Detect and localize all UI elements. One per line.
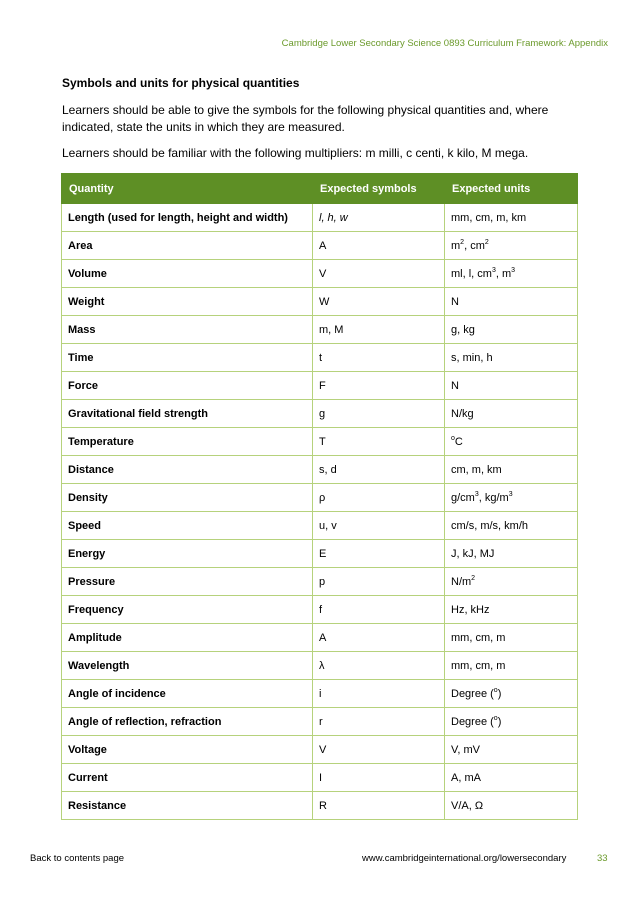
symbols-cell: u, v [313, 512, 445, 540]
unit-text: m [451, 239, 461, 252]
table-row [62, 568, 578, 596]
units-cell [445, 792, 578, 820]
units-cell [445, 288, 578, 316]
quantity-cell: Resistance [62, 792, 313, 820]
quantity-cell: Voltage [62, 736, 313, 764]
unit-text: Degree ( [451, 715, 494, 728]
unit-superscript: 3 [511, 266, 516, 274]
back-to-contents-link[interactable]: Back to contents page [30, 853, 125, 864]
website-url[interactable]: www.cambridgeinternational.org/lowersecondary [362, 853, 567, 864]
symbols-cell: A [313, 232, 445, 260]
table-row [62, 708, 578, 736]
quantity-cell: Weight [62, 288, 313, 316]
header-quantity: Quantity [62, 174, 313, 204]
units-cell [445, 624, 578, 652]
units-cell [445, 568, 578, 596]
table-row [62, 456, 578, 484]
symbols-cell: l, h, w [313, 204, 445, 232]
table-row [62, 764, 578, 792]
units-cell [445, 680, 578, 708]
quantity-cell: Speed [62, 512, 313, 540]
symbols-cell: g [313, 400, 445, 428]
running-head: Cambridge Lower Secondary Science 0893 Curriculum Framework: Appendix [281, 38, 608, 49]
units-cell [445, 204, 578, 232]
quantity-cell: Density [62, 484, 313, 512]
units-cell [445, 764, 578, 792]
table-row [62, 652, 578, 680]
table-row [62, 400, 578, 428]
unit-text: N/m [451, 575, 472, 588]
intro-paragraph: Learners should be able to give the symbols for the following physical quantities and, where indicated, state the units in which they are measured. [62, 103, 549, 134]
unit-text: Degree ( [451, 687, 494, 700]
quantity-cell: Force [62, 372, 313, 400]
unit-text: N [451, 295, 459, 308]
table-header-row [62, 174, 578, 204]
unit-text: mm, cm, m [451, 631, 506, 644]
unit-text: , kg/m [478, 491, 509, 504]
units-cell [445, 596, 578, 624]
symbols-cell: s, d [313, 456, 445, 484]
units-cell [445, 372, 578, 400]
quantity-cell: Volume [62, 260, 313, 288]
unit-text: mm, cm, m [451, 659, 506, 672]
units-cell [445, 652, 578, 680]
units-cell [445, 456, 578, 484]
unit-text: mm, cm, m, km [451, 211, 527, 224]
unit-text: ) [497, 715, 502, 728]
table-row [62, 540, 578, 568]
table-row [62, 204, 578, 232]
symbols-cell: r [313, 708, 445, 736]
symbols-cell: W [313, 288, 445, 316]
unit-text: N/kg [451, 407, 474, 420]
units-cell [445, 736, 578, 764]
table-row [62, 792, 578, 820]
unit-text: A, mA [451, 771, 481, 784]
table-row [62, 260, 578, 288]
table-row [62, 624, 578, 652]
unit-text: cm, m, km [451, 463, 502, 476]
quantity-cell: Mass [62, 316, 313, 344]
quantity-cell: Angle of reflection, refraction [62, 708, 313, 736]
unit-text: J, kJ, MJ [451, 547, 495, 560]
symbols-cell: p [313, 568, 445, 596]
symbols-cell: V [313, 736, 445, 764]
symbols-cell: f [313, 596, 445, 624]
unit-text: V, mV [451, 743, 480, 756]
table-row [62, 484, 578, 512]
unit-text: V/A, Ω [451, 799, 484, 812]
quantity-cell: Pressure [62, 568, 313, 596]
header-expected-symbols: Expected symbols [313, 174, 445, 204]
unit-superscript: 3 [491, 266, 496, 274]
quantity-cell: Energy [62, 540, 313, 568]
unit-superscript: 3 [508, 490, 513, 498]
unit-superscript: o [493, 686, 498, 694]
unit-text: g/cm [451, 491, 475, 504]
unit-text: , cm [464, 239, 485, 252]
table-row [62, 232, 578, 260]
page-number: 33 [597, 853, 608, 864]
unit-superscript: o [493, 714, 498, 722]
quantity-cell: Wavelength [62, 652, 313, 680]
units-cell [445, 484, 578, 512]
quantity-cell: Length (used for length, height and width) [62, 204, 313, 232]
unit-text: Hz, kHz [451, 603, 490, 616]
symbols-cell: I [313, 764, 445, 792]
units-cell [445, 400, 578, 428]
unit-text: ml, l, cm [451, 267, 492, 280]
unit-superscript: 2 [460, 238, 465, 246]
quantity-cell: Temperature [62, 428, 313, 456]
symbols-cell: R [313, 792, 445, 820]
units-cell [445, 708, 578, 736]
unit-superscript: o [451, 434, 455, 442]
symbols-cell: E [313, 540, 445, 568]
quantity-cell: Distance [62, 456, 313, 484]
unit-text: cm/s, m/s, km/h [451, 519, 528, 532]
quantity-cell: Frequency [62, 596, 313, 624]
units-cell [445, 316, 578, 344]
quantity-cell: Angle of incidence [62, 680, 313, 708]
table-row [62, 288, 578, 316]
quantity-cell: Current [62, 764, 313, 792]
quantity-cell: Gravitational field strength [62, 400, 313, 428]
units-cell [445, 428, 578, 456]
symbols-cell: ρ [313, 484, 445, 512]
unit-superscript: 2 [471, 574, 476, 582]
units-cell [445, 232, 578, 260]
symbols-cell: A [313, 624, 445, 652]
symbols-cell: λ [313, 652, 445, 680]
multipliers-paragraph: Learners should be familiar with the following multipliers: m milli, c centi, k kilo, M mega. [62, 146, 529, 160]
header-expected-units: Expected units [445, 174, 578, 204]
units-cell [445, 260, 578, 288]
unit-text: C [454, 435, 463, 448]
quantity-cell: Area [62, 232, 313, 260]
symbols-cell: i [313, 680, 445, 708]
unit-text: N [451, 379, 459, 392]
units-cell [445, 540, 578, 568]
table-row [62, 736, 578, 764]
symbols-cell: t [313, 344, 445, 372]
unit-text: s, min, h [451, 351, 493, 364]
section-heading: Symbols and units for physical quantities [62, 76, 300, 90]
unit-text: , m [495, 267, 512, 280]
unit-superscript: 3 [474, 490, 479, 498]
symbols-cell: F [313, 372, 445, 400]
table-row [62, 316, 578, 344]
table-body [62, 204, 578, 820]
quantity-cell: Amplitude [62, 624, 313, 652]
quantity-cell: Time [62, 344, 313, 372]
table-row [62, 344, 578, 372]
quantities-table [61, 173, 578, 820]
unit-superscript: 2 [484, 238, 489, 246]
symbols-cell: m, M [313, 316, 445, 344]
units-cell [445, 512, 578, 540]
table-row [62, 372, 578, 400]
table-row [62, 680, 578, 708]
symbols-cell: V [313, 260, 445, 288]
unit-text: g, kg [451, 323, 475, 336]
unit-text: ) [497, 687, 502, 700]
units-cell [445, 344, 578, 372]
table-row [62, 596, 578, 624]
table-row [62, 512, 578, 540]
table-row [62, 428, 578, 456]
symbols-cell: T [313, 428, 445, 456]
